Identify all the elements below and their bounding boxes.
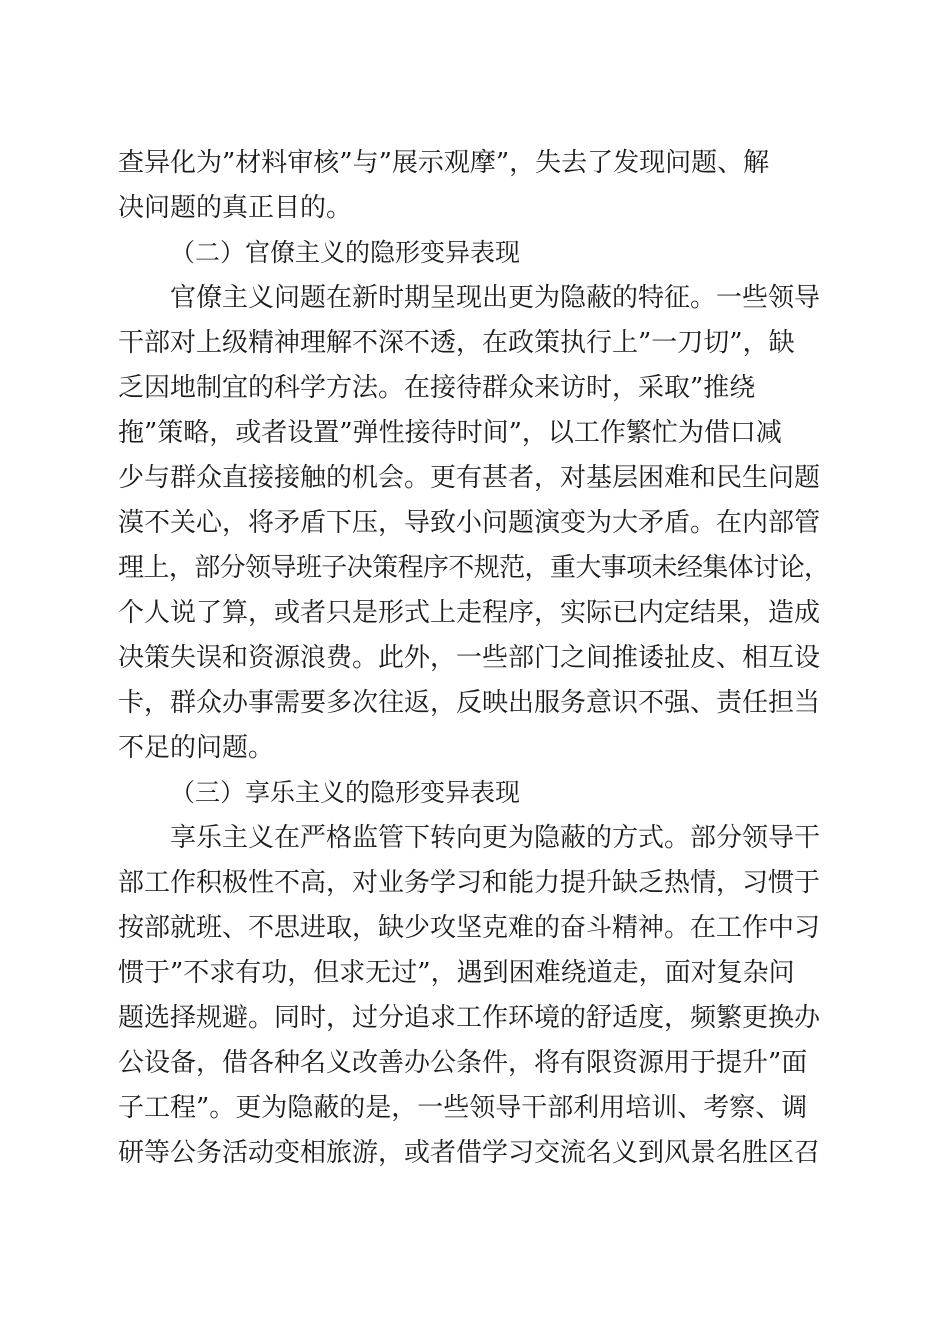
paragraph-line: 理上，部分领导班子决策程序不规范，重大事项未经集体讨论， <box>118 553 830 583</box>
paragraph-line: 干部对上级精神理解不深不透，在政策执行上”一刀切”，缺 <box>118 328 795 358</box>
paragraph-line: 个人说了算，或者只是形式上走程序，实际已内定结果，造成 <box>118 598 821 628</box>
paragraph-line: 决问题的真正目的。 <box>118 193 353 223</box>
paragraph-line: 乏因地制宜的科学方法。在接待群众来访时，采取”推绕 <box>118 373 756 403</box>
paragraph-line: 拖”策略，或者设置”弹性接待时间”，以工作繁忙为借口减 <box>118 418 782 448</box>
paragraph-line: 子工程”。更为隐蔽的是，一些领导干部利用培训、考察、调 <box>118 1093 808 1123</box>
paragraph-line: 查异化为”材料审核”与”展示观摩”，失去了发现问题、解 <box>118 148 770 178</box>
paragraph-line: 享乐主义在严格监管下转向更为隐蔽的方式。部分领导干 <box>170 823 821 853</box>
paragraph-line: 少与群众直接接触的机会。更有甚者，对基层困难和民生问题 <box>118 463 821 493</box>
paragraph-line: 部工作积极性不高，对业务学习和能力提升缺乏热情，习惯于 <box>118 868 821 898</box>
section-heading: （二）官僚主义的隐形变异表现 <box>170 238 521 267</box>
paragraph-line: 决策失误和资源浪费。此外，一些部门之间推诿扯皮、相互设 <box>118 643 821 673</box>
paragraph-line: 题选择规避。同时，过分追求工作环境的舒适度，频繁更换办 <box>118 1003 821 1033</box>
section-heading: （三）享乐主义的隐形变异表现 <box>170 778 521 807</box>
paragraph-line: 惯于”不求有功，但求无过”，遇到困难绕道走，面对复杂问 <box>118 958 795 988</box>
paragraph-line: 公设备，借各种名义改善办公条件，将有限资源用于提升”面 <box>118 1048 808 1078</box>
paragraph-line: 官僚主义问题在新时期呈现出更为隐蔽的特征。一些领导 <box>170 283 821 313</box>
paragraph-line: 漠不关心，将矛盾下压，导致小问题演变为大矛盾。在内部管 <box>118 508 821 538</box>
paragraph-line: 研等公务活动变相旅游，或者借学习交流名义到风景名胜区召 <box>118 1138 821 1168</box>
paragraph-line: 按部就班、不思进取，缺少攻坚克难的奋斗精神。在工作中习 <box>118 913 821 943</box>
paragraph-line: 卡，群众办事需要多次往返，反映出服务意识不强、责任担当 <box>118 688 821 718</box>
paragraph-line: 不足的问题。 <box>118 733 275 763</box>
